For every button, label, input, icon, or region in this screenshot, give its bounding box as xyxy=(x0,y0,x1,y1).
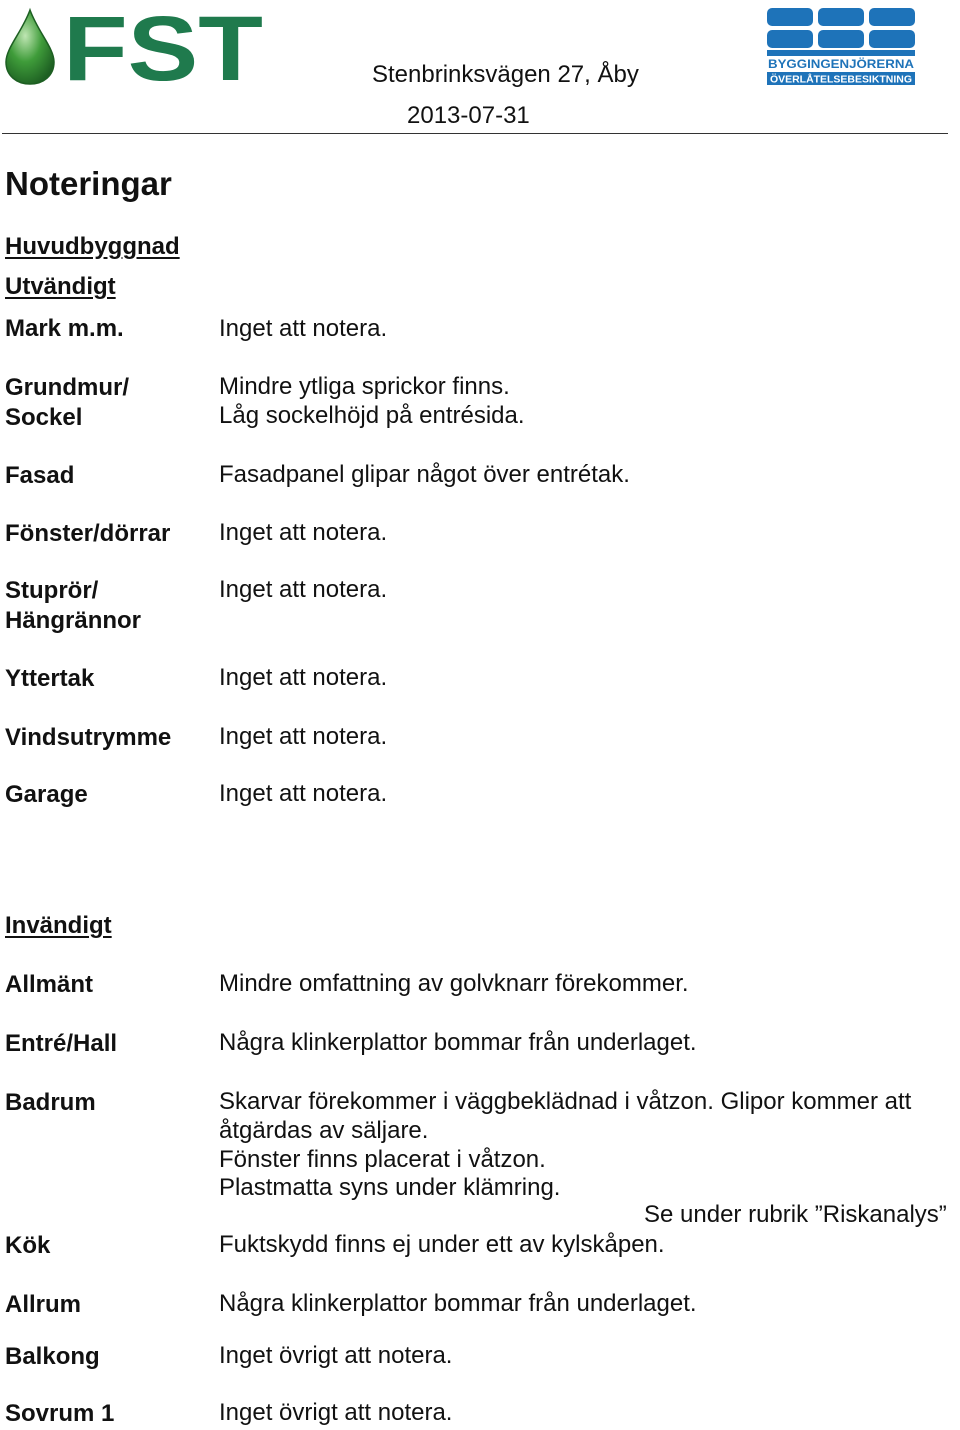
label-balkong: Balkong xyxy=(5,1343,100,1370)
label-sockel: Sockel xyxy=(5,404,83,431)
fst-logo-text: FST xyxy=(63,0,263,90)
note-stupror: Inget att notera. xyxy=(219,576,388,603)
label-badrum: Badrum xyxy=(5,1089,96,1116)
property-address: Stenbrinksvägen 27, Åby xyxy=(372,61,639,88)
note-allrum: Några klinkerplattor bommar från underlaget. xyxy=(219,1290,697,1317)
water-drop-icon xyxy=(6,10,54,84)
label-fasad: Fasad xyxy=(5,462,75,489)
section-interior: Invändigt xyxy=(5,912,112,939)
note-mark: Inget att notera. xyxy=(219,315,388,342)
note-fasad: Fasadpanel glipar något över entrétak. xyxy=(219,461,630,488)
label-garage: Garage xyxy=(5,781,88,808)
label-mark: Mark m.m. xyxy=(5,315,124,342)
fst-logo xyxy=(0,0,270,90)
sbr-logo-line2: ÖVERLÅTELSEBESIKTNING xyxy=(770,74,906,86)
note-badrum-line2: åtgärdas av säljare. xyxy=(219,1117,429,1144)
label-stupror: Stuprör/ xyxy=(5,577,99,604)
label-allmant: Allmänt xyxy=(5,971,94,998)
inspection-date: 2013-07-31 xyxy=(407,102,530,129)
note-entre-hall: Några klinkerplattor bommar från underlaget. xyxy=(219,1029,697,1056)
label-allrum: Allrum xyxy=(5,1291,82,1318)
note-vindsutrymme: Inget att notera. xyxy=(219,723,388,750)
section-exterior: Utvändigt xyxy=(5,273,116,300)
label-vindsutrymme: Vindsutrymme xyxy=(5,724,172,751)
note-balkong: Inget övrigt att notera. xyxy=(219,1342,453,1369)
sbr-logo xyxy=(765,6,917,88)
label-sovrum-1: Sovrum 1 xyxy=(5,1400,115,1427)
note-sockel: Låg sockelhöjd på entrésida. xyxy=(219,402,525,429)
note-grundmur: Mindre ytliga sprickor finns. xyxy=(219,373,510,400)
note-fonster-dorrar: Inget att notera. xyxy=(219,519,388,546)
note-yttertak: Inget att notera. xyxy=(219,664,388,691)
sbr-logo-line1: BYGGINGENJÖRERNA xyxy=(768,57,901,71)
note-badrum-line1: Skarvar förekommer i väggbeklädnad i våtzon. Glipor kommer att xyxy=(219,1088,912,1115)
label-kok: Kök xyxy=(5,1232,51,1259)
note-sovrum-1: Inget övrigt att notera. xyxy=(219,1399,453,1426)
label-fonster-dorrar: Fönster/dörrar xyxy=(5,520,171,547)
note-badrum-line4: Plastmatta syns under klämring. xyxy=(219,1174,561,1201)
label-yttertak: Yttertak xyxy=(5,665,95,692)
header-divider xyxy=(2,133,948,134)
note-kok: Fuktskydd finns ej under ett av kylskåpen. xyxy=(219,1231,665,1258)
reference-riskanalys: Se under rubrik ”Riskanalys” xyxy=(644,1201,947,1228)
page-title: Noteringar xyxy=(5,165,172,202)
note-garage: Inget att notera. xyxy=(219,780,388,807)
note-badrum-line3: Fönster finns placerat i våtzon. xyxy=(219,1146,546,1173)
label-hangrannor: Hängrännor xyxy=(5,607,142,634)
label-grundmur: Grundmur/ xyxy=(5,374,129,401)
section-main-building: Huvudbyggnad xyxy=(5,233,180,260)
label-entre-hall: Entré/Hall xyxy=(5,1030,118,1057)
note-allmant: Mindre omfattning av golvknarr förekommer. xyxy=(219,970,689,997)
